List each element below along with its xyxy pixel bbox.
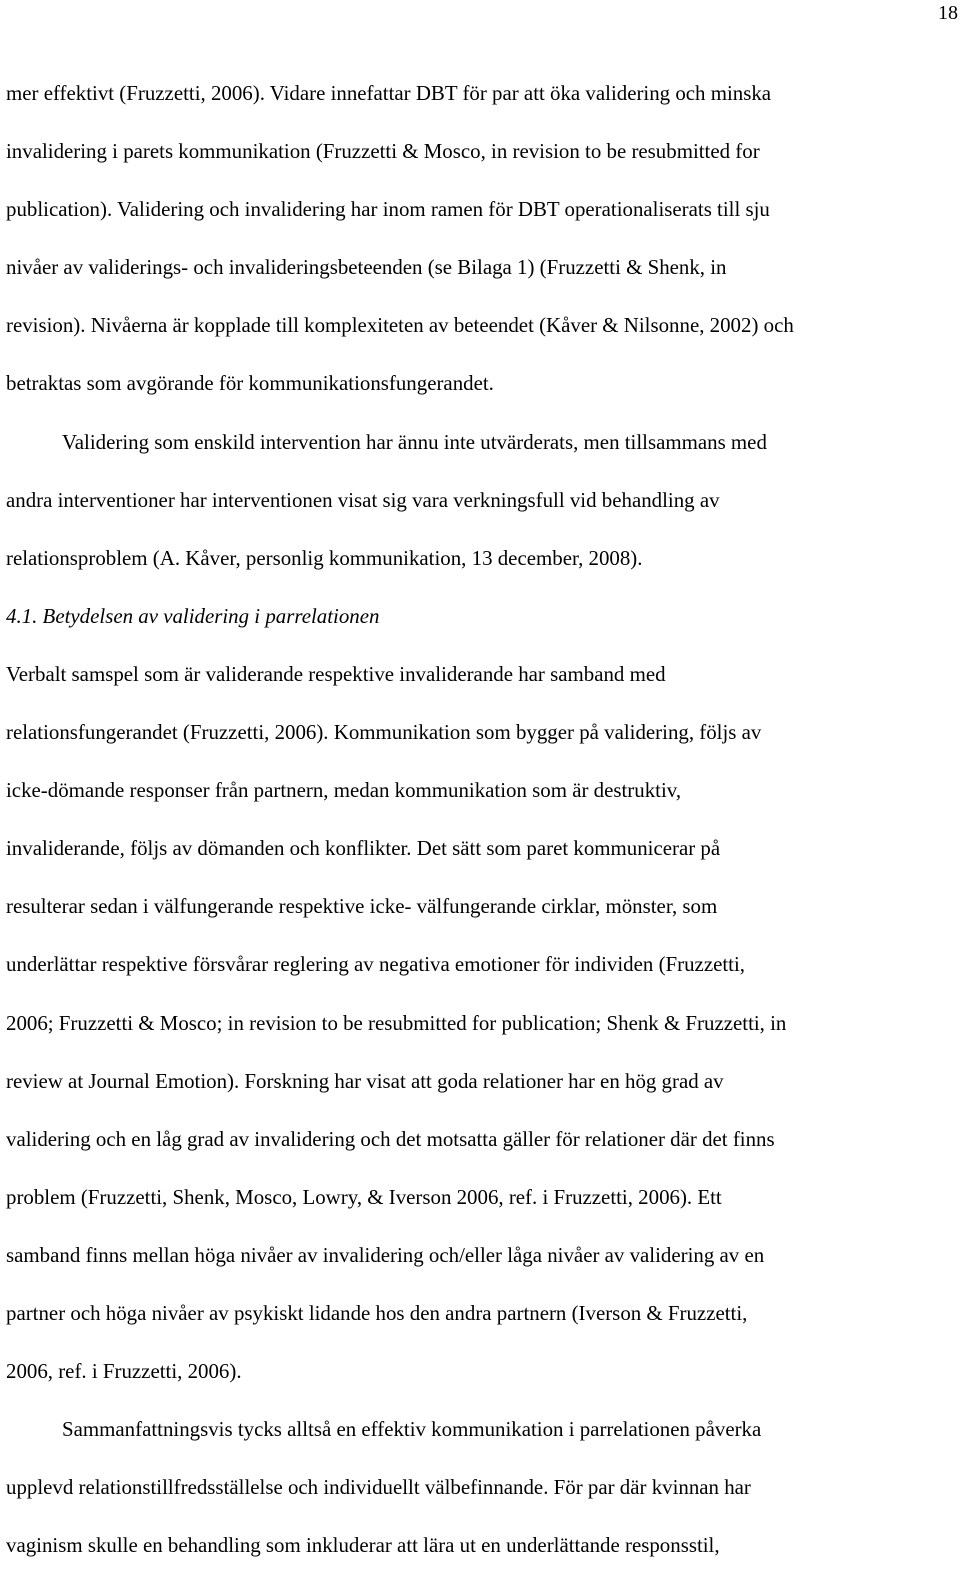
text-line: icke-dömande responser från partnern, medan kommunikation som är destruktiv, bbox=[6, 778, 682, 803]
section-heading: 4.1. Betydelsen av validering i parrelationen bbox=[6, 603, 380, 628]
text-line: invaliderande, följs av dömanden och konflikter. Det sätt som paret kommunicerar på bbox=[6, 836, 721, 861]
body-text bbox=[6, 64, 958, 1574]
text-line: problem (Fruzzetti, Shenk, Mosco, Lowry, & Iverson 2006, ref. i Fruzzetti, 2006). Ett bbox=[6, 1184, 722, 1209]
text-line: mer effektivt (Fruzzetti, 2006). Vidare innefattar DBT för par att öka validering och minska bbox=[6, 81, 772, 105]
text-line: nivåer av validerings- och invalideringsbeteenden (se Bilaga 1) (Fruzzetti & Shenk, in bbox=[6, 255, 727, 280]
text-line: Verbalt samspel som är validerande respektive invaliderande har samband med bbox=[6, 661, 666, 686]
text-line: andra interventioner har interventionen visat sig vara verkningsfull vid behandling av bbox=[6, 487, 720, 512]
text-line: 2006; Fruzzetti & Mosco; in revision to be resubmitted for publication; Shenk & Fruzzetti, in bbox=[6, 1010, 787, 1035]
text-line: Sammanfattningsvis tycks alltså en effektiv kommunikation i parrelationen påverka bbox=[62, 1417, 762, 1442]
text-line: relationsproblem (A. Kåver, personlig kommunikation, 13 december, 2008). bbox=[6, 545, 643, 570]
text-line: resulterar sedan i välfungerande respektive icke- välfungerande cirklar, mönster, som bbox=[6, 894, 718, 919]
text-line: revision). Nivåerna är kopplade till komplexiteten av beteendet (Kåver & Nilsonne, 2002) och bbox=[6, 313, 794, 338]
text-line: validering och en låg grad av invalidering och det motsatta gäller för relationer där det finns bbox=[6, 1126, 775, 1151]
text-line: Validering som enskild intervention har ännu inte utvärderats, men tillsammans med bbox=[62, 429, 767, 454]
page-number: 18 bbox=[938, 2, 958, 24]
text-line: vaginism skulle en behandling som inkluderar att lära ut en underlättande responsstil, bbox=[6, 1533, 720, 1558]
text-line: review at Journal Emotion). Forskning har visat att goda relationer har en hög grad av bbox=[6, 1068, 724, 1093]
text-line: betraktas som avgörande för kommunikationsfungerandet. bbox=[6, 371, 494, 396]
text-line: upplevd relationstillfredsställelse och individuellt välbefinnande. För par där kvinnan har bbox=[6, 1475, 751, 1500]
text-line: publication). Validering och invalidering har inom ramen för DBT operationaliserats till sju bbox=[6, 197, 770, 222]
text-line: invalidering i parets kommunikation (Fruzzetti & Mosco, in revision to be resubmitted for bbox=[6, 139, 760, 164]
text-line: relationsfungerandet (Fruzzetti, 2006). Kommunikation som bygger på validering, följs av bbox=[6, 720, 762, 745]
text-line: partner och höga nivåer av psykiskt lidande hos den andra partnern (Iverson & Fruzzetti, bbox=[6, 1300, 748, 1325]
text-line: samband finns mellan höga nivåer av invalidering och/eller låga nivåer av validering av en bbox=[6, 1242, 765, 1267]
text-line: underlättar respektive försvårar reglering av negativa emotioner för individen (Fruzzetti, bbox=[6, 952, 745, 977]
text-line: 2006, ref. i Fruzzetti, 2006). bbox=[6, 1359, 242, 1384]
